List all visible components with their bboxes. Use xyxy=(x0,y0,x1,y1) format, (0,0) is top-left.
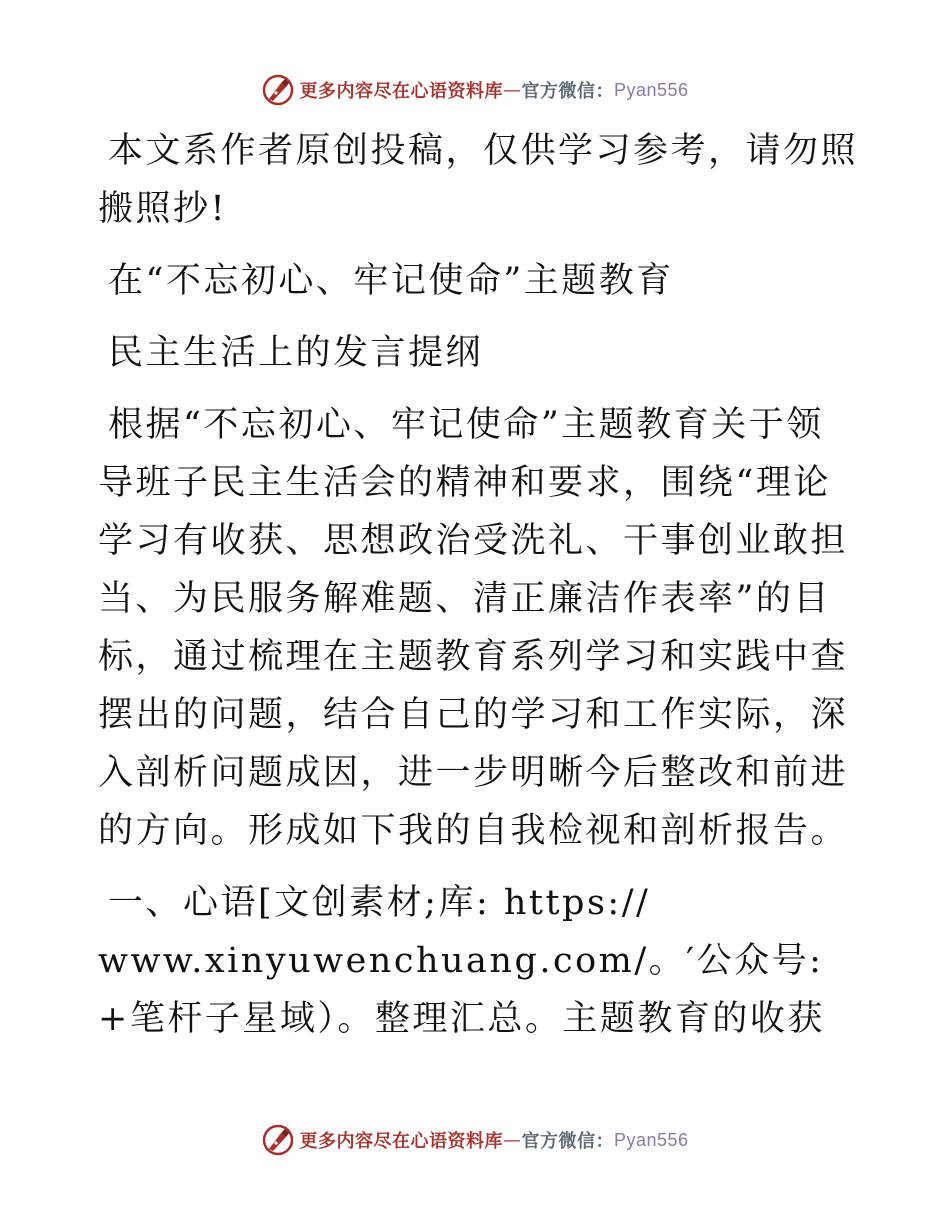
watermark-site-text: 更多内容尽在心语资料库 xyxy=(299,81,503,102)
document-title-line-1: 在“不忘初心、牢记使命”主题教育 xyxy=(108,261,674,301)
body-paragraph: 根据“不忘初心、牢记使命”主题教育关于领导班子民主生活会的精神和要求，围绕“理论学习有收获、思想政治受洗礼、干事创业敢担当、为民服务解难题、清正廉洁作表率”的目标，通过梳理在主题教育系列学习和实践中查摆出的问题，结合自己的学习和工作实际，深入剖析问题成因，进一步明晰今后整改和前进的方向。形成如下我的自我检视和剖析报告。 xyxy=(98,405,849,851)
pen-nib-logo-icon xyxy=(261,1123,295,1157)
watermark-wechat-id: Pyan556 xyxy=(613,1129,689,1150)
watermark-separator: — xyxy=(502,79,522,101)
document-body xyxy=(98,122,858,1062)
footer-watermark xyxy=(0,1120,950,1160)
watermark-banner xyxy=(261,73,688,107)
section-heading-part-2: www.xinyuwenchuang.com/。′公众号: +笔杆子星域）。整理汇总。主题教育的收获 xyxy=(98,941,825,1039)
watermark-wechat-id: Pyan556 xyxy=(613,79,689,100)
pen-nib-logo-icon xyxy=(261,73,295,107)
document-title-line-2: 民主生活上的发言提纲 xyxy=(108,333,484,373)
copyright-notice: 本文系作者原创投稿，仅供学习参考，请勿照搬照抄! xyxy=(98,131,859,229)
header-watermark xyxy=(0,70,950,110)
watermark-banner-footer xyxy=(261,1123,688,1157)
watermark-official-label: 官方微信： xyxy=(521,81,614,102)
watermark-site-text: 更多内容尽在心语资料库 xyxy=(299,1131,503,1152)
watermark-official-label: 官方微信： xyxy=(521,1131,614,1152)
watermark-separator: — xyxy=(502,1129,522,1151)
section-heading-part-1: 一、心语[文创素材;库: https:// xyxy=(108,883,651,923)
section-heading xyxy=(98,874,858,1048)
